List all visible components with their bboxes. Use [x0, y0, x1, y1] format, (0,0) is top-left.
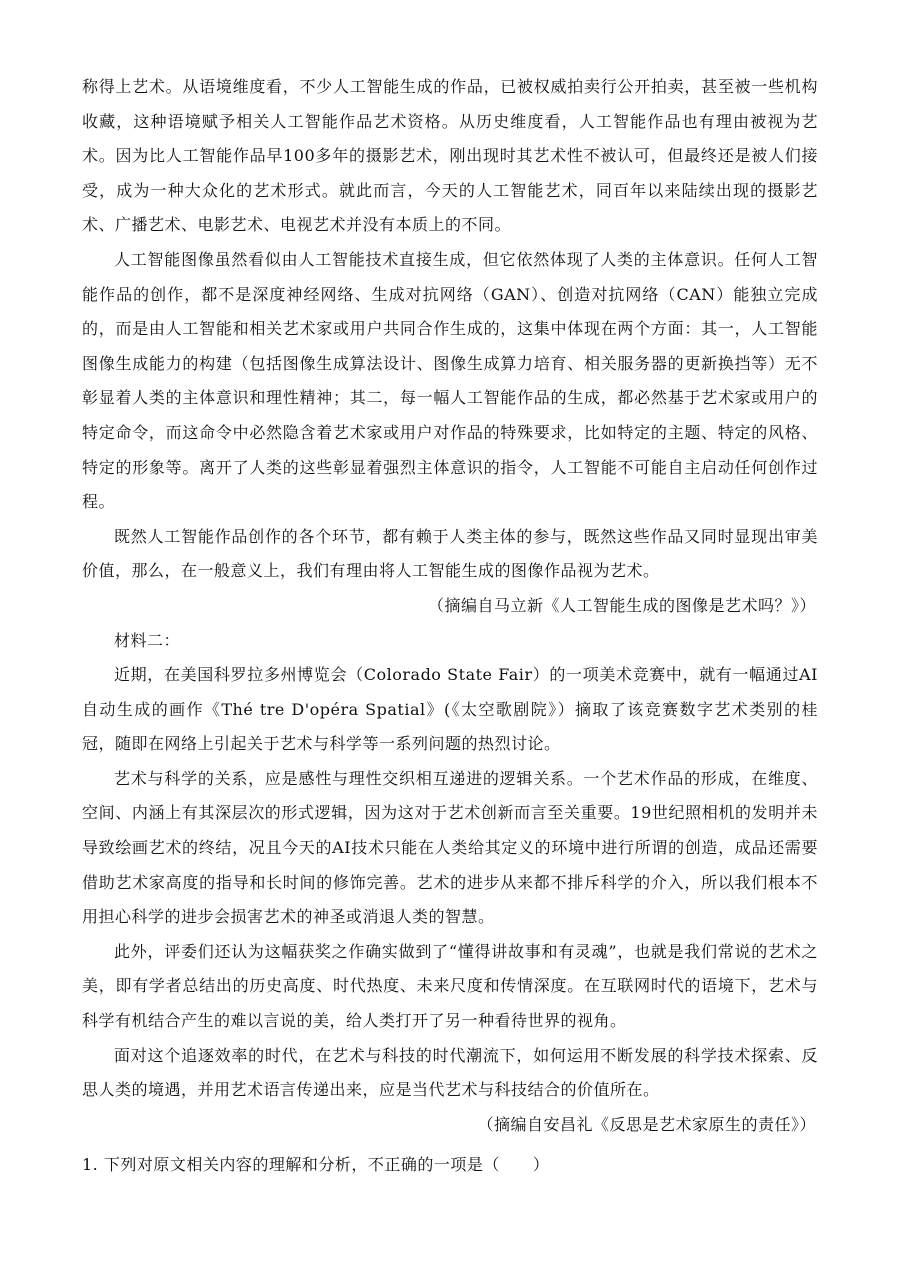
paragraph-4: 近期，在美国科罗拉多州博览会（Colorado State Fair）的一项美术竞赛中，就有一幅通过AI自动生成的画作《Thé tre D'opéra Spatial》(《太空歌剧院》）摘取了该竞赛数字艺术类别的桂冠，随即在网络上引起关于艺术与科学等一系列问题的热烈讨论。	[82, 665, 818, 754]
paragraph-3: 既然人工智能作品创作的各个环节，都有赖于人类主体的参与，既然这些作品又同时显现出审美价值，那么，在一般意义上，我们有理由将人工智能生成的图像作品视为艺术。	[82, 526, 818, 581]
source-citation-1: （摘编自马立新《人工智能生成的图像是艺术吗？》）	[427, 595, 816, 615]
question-1: 1. 下列对原文相关内容的理解和分析，不正确的一项是（ ）	[82, 1155, 550, 1175]
paragraph-5: 艺术与科学的关系，应是感性与理性交织相互递进的逻辑关系。一个艺术作品的形成，在维度、空间、内涵上有其深层次的形式逻辑，因为这对于艺术创新而言至关重要。19世纪照相机的发明并未导致绘画艺术的终结，况且今天的AI技术只能在人类给其定义的环境中进行所谓的创造，成品还需要借助艺术家高度的指导和长时间的修饰完善。艺术的进步从来都不排斥科学的介入，所以我们根本不用担心科学的进步会损害艺术的神圣或消退人类的智慧。	[82, 768, 818, 927]
material-two-label: 材料二：	[114, 630, 181, 650]
paragraph-7: 面对这个追逐效率的时代，在艺术与科技的时代潮流下，如何运用不断发展的科学技术探索、反思人类的境遇，并用艺术语言传递出来，应是当代艺术与科技结合的价值所在。	[82, 1045, 818, 1100]
source-citation-2: （摘编自安昌礼《反思是艺术家原生的责任》）	[477, 1114, 816, 1134]
paragraph-6: 此外，评委们还认为这幅获奖之作确实做到了“懂得讲故事和有灵魂”，也就是我们常说的艺术之美，即有学者总结出的历史高度、时代热度、未来尺度和传情深度。在互联网时代的语境下，艺术与科学有机结合产生的难以言说的美，给人类打开了另一种看待世界的视角。	[82, 941, 818, 1031]
article-body	[82, 70, 818, 1183]
paragraph-1: 称得上艺术。从语境维度看，不少人工智能生成的作品，已被权威拍卖行公开拍卖，甚至被一些机构收藏，这种语境赋予相关人工智能作品艺术资格。从历史维度看，人工智能作品也有理由被视为艺术。因为比人工智能作品早100多年的摄影艺术，刚出现时其艺术性不被认可，但最终还是被人们接受，成为一种大众化的艺术形式。就此而言，今天的人工智能艺术，同百年以来陆续出现的摄影艺术、广播艺术、电影艺术、电视艺术并没有本质上的不同。	[82, 77, 818, 235]
paragraph-2: 人工智能图像虽然看似由人工智能技术直接生成，但它依然体现了人类的主体意识。任何人工智能作品的创作，都不是深度神经网络、生成对抗网络（GAN）、创造对抗网络（CAN）能独立完成的，而是由人工智能和相关艺术家或用户共同合作生成的，这集中体现在两个方面：其一，人工智能图像生成能力的构建（包括图像生成算法设计、图像生成算力培育、相关服务器的更新换挡等）无不彰显着人类的主体意识和理性精神；其二，每一幅人工智能作品的生成，都必然基于艺术家或用户的特定命令，而这命令中必然隐含着艺术家或用户对作品的特殊要求，比如特定的主题、特定的风格、特定的形象等。离开了人类的这些彰显着强烈主体意识的指令，人工智能不可能自主启动任何创作过程。	[82, 249, 818, 512]
